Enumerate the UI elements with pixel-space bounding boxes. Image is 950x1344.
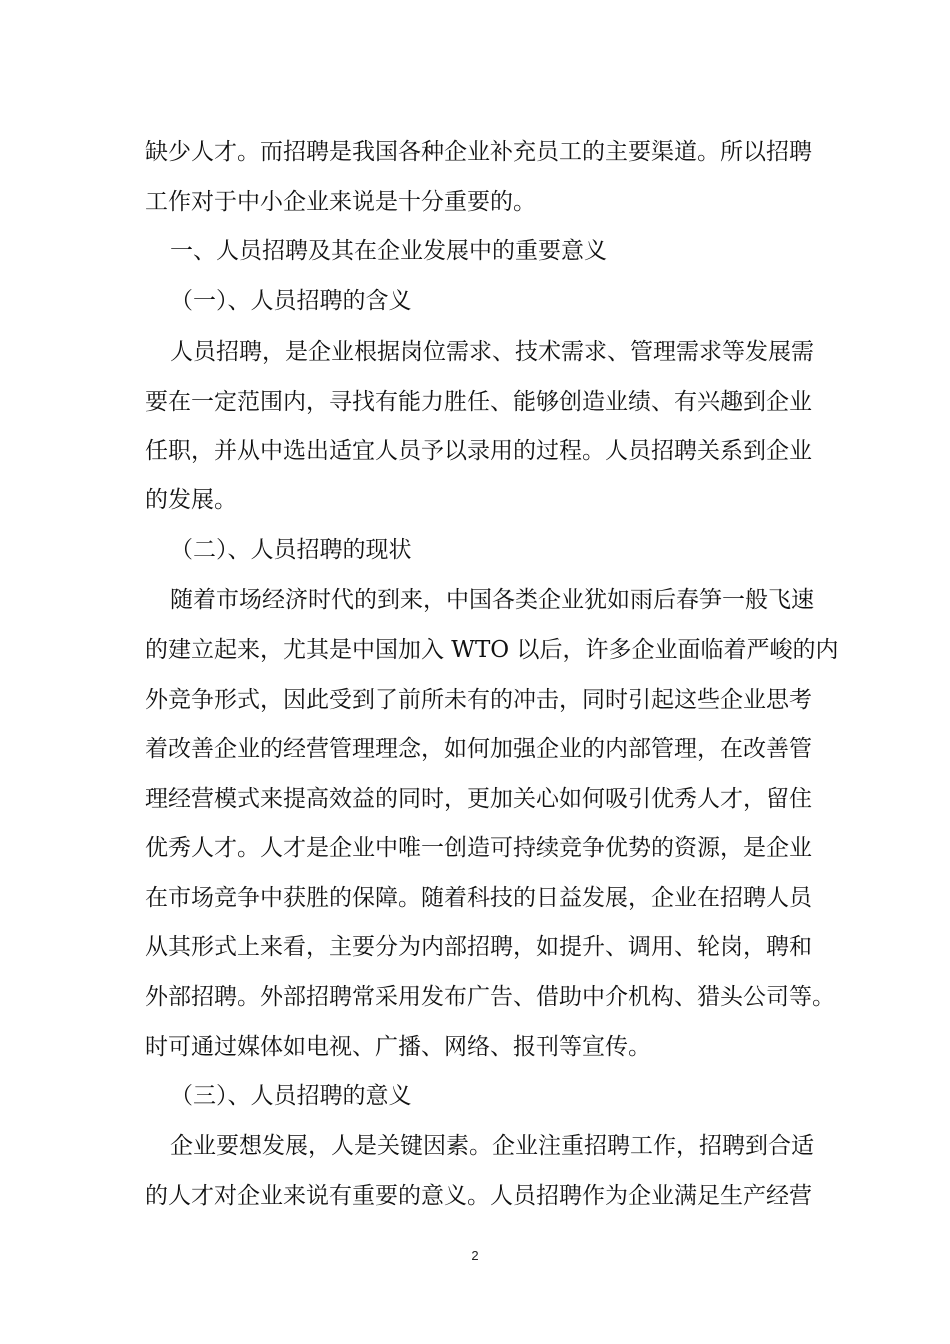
paragraph-line: 理经营模式来提高效益的同时，更加关心如何吸引优秀人才，留住 (145, 786, 812, 812)
paragraph-line: 缺少人才。而招聘是我国各种企业补充员工的主要渠道。所以招聘 (145, 139, 812, 165)
paragraph-line: 优秀人才。人才是企业中唯一创造可持续竞争优势的资源，是企业 (145, 835, 812, 861)
section-heading: 一、人员招聘及其在企业发展中的重要意义 (170, 238, 607, 264)
subsection-heading: （三）、人员招聘的意义 (170, 1083, 412, 1109)
subsection-heading: （二）、人员招聘的现状 (170, 537, 412, 563)
paragraph-line: 企业要想发展，人是关键因素。企业注重招聘工作，招聘到合适 (170, 1133, 814, 1159)
paragraph-line: 要在一定范围内，寻找有能力胜任、能够创造业绩、有兴趣到企业 (145, 389, 812, 415)
paragraph-line: 随着市场经济时代的到来，中国各类企业犹如雨后春笋一般飞速 (170, 587, 814, 613)
paragraph-line: 的建立起来，尤其是中国加入 WTO 以后，许多企业面临着严峻的内 (145, 637, 839, 663)
paragraph-line: 人员招聘，是企业根据岗位需求、技术需求、管理需求等发展需 (170, 339, 814, 365)
paragraph-line: 从其形式上来看，主要分为内部招聘，如提升、调用、轮岗，聘和 (145, 934, 812, 960)
paragraph-line: 的发展。 (145, 487, 237, 513)
paragraph-line: 时可通过媒体如电视、广播、网络、报刊等宣传。 (145, 1034, 651, 1060)
paragraph-line: 的人才对企业来说有重要的意义。人员招聘作为企业满足生产经营 (145, 1183, 812, 1209)
paragraph-line: 任职，并从中选出适宜人员予以录用的过程。人员招聘关系到企业 (145, 438, 812, 464)
paragraph-line: 外竞争形式，因此受到了前所未有的冲击，同时引起这些企业思考 (145, 687, 812, 713)
paragraph-line: 工作对于中小企业来说是十分重要的。 (145, 189, 536, 215)
paragraph-line: 在市场竞争中获胜的保障。随着科技的日益发展，企业在招聘人员 (145, 885, 812, 911)
paragraph-line: 外部招聘。外部招聘常采用发布广告、借助中介机构、猎头公司等。 (145, 984, 835, 1010)
paragraph-line: 着改善企业的经营管理理念，如何加强企业的内部管理，在改善管 (145, 736, 812, 762)
page-number: 2 (471, 1248, 479, 1263)
subsection-heading: （一）、人员招聘的含义 (170, 288, 412, 314)
